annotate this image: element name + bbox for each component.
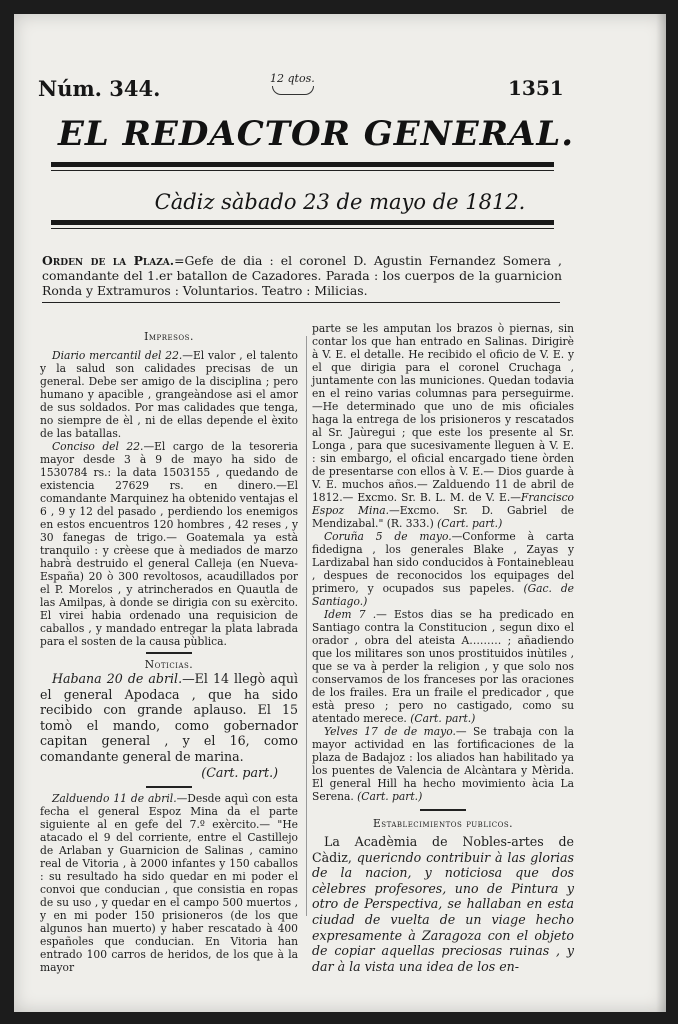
habana-text: —El 14 llegò aquì el general Apodaca , que ha sido recibido con grande aplauso. El 15 tomò el mando, como gobernador capitan general , y el 16, como comandante general de marina.: [40, 671, 298, 764]
mina-signature: Francisco Espoz Mina.: [312, 491, 574, 517]
masthead-rule-top: [51, 162, 554, 167]
impresos-paragraph-1: [40, 349, 298, 440]
price-note: 12 qtos.: [270, 72, 315, 85]
zalduendo-paragraph: [40, 792, 298, 974]
mina-report-continued: [312, 322, 574, 530]
habana-source: [40, 765, 298, 781]
dateline-rule-bottom-thin: [51, 228, 554, 229]
yelves-paragraph: [312, 725, 574, 803]
noticias-heading: Noticias.: [144, 658, 194, 671]
masthead-title: EL REDACTOR GENERAL.: [58, 114, 575, 154]
academia-paragraph: [312, 834, 574, 974]
mina-report-tail: —Excmo. Sr. D. Gabriel de Mendizabal." (R. 333.): [312, 504, 574, 530]
yelves-text: — Se trabaja con la mayor actividad en las fortificaciones de la plaza de Badajoz : los aliados han habilitado ya los puentes de Valencia de Alcàntara y Mèrida. El general Hill ha hecho movimiento àcia La Serena.: [312, 725, 574, 803]
idem-paragraph: [312, 608, 574, 725]
coruna-lead: Coruña 5 de mayo.: [324, 530, 452, 543]
impresos-paragraph-2: [40, 440, 298, 648]
impresos-p1-lead: Diario mercantil del 22.: [52, 349, 183, 362]
coruna-paragraph: [312, 530, 574, 608]
section-divider: [420, 809, 466, 811]
habana-source-text: (Cart. part.): [201, 764, 278, 780]
yelves-source: (Cart. part.): [357, 790, 423, 803]
coruna-text: —Conforme à carta fidedigna , los generales Blake , Zayas y Lardizabal han sido conducidos à Fontainebleau , despues de reconocidos los equipages del primero, y ocupados sus papeles.: [312, 530, 574, 595]
mina-source: (Cart. part.): [437, 517, 503, 530]
column-divider: [306, 336, 307, 916]
impresos-p2-lead: Concisο del 22.: [52, 440, 144, 453]
habana-lead: Habana 20 de abril.: [52, 671, 183, 686]
impresos-heading: Impresos.: [144, 330, 194, 343]
idem-lead: Idem 7 .: [324, 608, 377, 621]
academia-start: La Acadèmia de Nobles-artes de Càdiz,: [312, 834, 574, 865]
coruna-source: (Gac. de Santiago.): [312, 582, 574, 608]
masthead-rule-top-thin: [51, 170, 554, 171]
right-column: [312, 322, 574, 974]
impresos-p2-text: —El cargo de la tesoreria mayor desde 3 à 9 de mayo ha sido de 1530784 rs.: la data 1503155 , quedando de existencia 27629 rs. en dinero.—El comandante Marquinez ha obtenido ventajas el 6 , 9 y 12 del pasado , perdiendo los enemigos en estos encuentros 120 hombres , 42 reses , y 30 fanegas de trigo.— Goatemala ya està tranquilo : y crèese que à mediados de marzo habrà destruido el general Calleja (en Nueva-España) 20 ò 300 revoltosos, acaudillados por el P. Morelos , y atrincherados en Quautla de las Amilpas, à donde se dirigia con su exèrcito. El virei habia ordenado una requisicion de caballos , y mandado entregar la plata labrada para el sosten de la causa pùblica.: [40, 440, 298, 648]
mina-report-text: parte se les amputan los brazos ò piernas, sin contar los que han entrado en Salinas. Dirigirè à V. E. el detalle. He recibido el oficio de V. E. y el que dirigia para el coronel Cruchaga , juntamente con las municiones. Quedan todavia en el reino varias columnas para perseguirme.—He determinado que uno de mis oficiales haga la entrega de los prisioneros y rescatados al Sr. Jaùregui ; que este los presente al Sr. Longa , para que sucesivamente lleguen à V. E. : sin embargo, el oficial encargado tiene òrden de presentarse con ellos à V. E.— Dios guarde à V. E. muchos años.— Zalduendo 11 de abril de 1812.— Excmo. Sr. B. L. M. de V. E.—: [312, 322, 574, 504]
dateline: Càdiz sàbado 23 de mayo de 1812.: [154, 190, 526, 214]
plaza-label: Orden de la Plaza.: [42, 253, 175, 268]
impresos-p1-text: —El valor , el talento y la salud son calidades precisas de un general. Debe ser amigo de la disciplina ; pero humano y apacible , grangeàndose asi el amor de sus soldados. Por mas calidades que tenga, no siempre de èl , ni de ellas depende el èxito de las batallas.: [40, 349, 298, 440]
plaza-text: =Gefe de dia : el coronel D. Agustin Fernandez Somera , comandante del 1.er batallon de Cazadores. Parada : los cuerpos de la guarnicion Ronda y Extramuros : Voluntarios. Teatro : Milicias.: [42, 253, 562, 298]
newspaper-page: [14, 14, 666, 1012]
establecimientos-heading: Establecimientos publicos.: [372, 817, 514, 830]
section-separator: [42, 302, 560, 303]
section-divider: [146, 652, 192, 654]
zalduendo-lead: Zalduendo 11 de abril.: [52, 792, 177, 806]
idem-text: — Estos dias se ha predicado en Santiago contra la Constitucion , segun dixo el orador , obra del ateista A……… ; añadiendo que los militares son unos prostituidos inùtiles , que se va à perder la religion , y que solo nos conservamos de los franceses por las oraciones de los frailes. Era un fraile el predicador , que està preso ; pero no castigado, como su atentado merece.: [312, 608, 574, 725]
price-brace: [272, 86, 314, 95]
issue-number: Núm. 344.: [38, 76, 161, 101]
zalduendo-text: —Desde aquì con esta fecha el general Espoz Mina da el parte siguiente al en gefe del 7.º exèrcito.— "He atacado el 9 del corriente, entre el Castillejo de Arlaban y Guarnicion de Salinas , camino real de Vitoria , à 2000 infantes y 150 caballos : su resultado ha sido quedar en mi poder el convoi que conducian , que consistia en ropas de su uso , y quedar en el campo 500 muertos , y en mi poder 150 prisioneros (de los que algunos han muerto) y haber rescatado à 400 españoles que conducian. En Vitoria han entrado 100 carros de heridos, de los que à la mayor: [40, 792, 298, 975]
academia-italic: quericndo contribuir à las glorias de la nacion, y noticiosa que dos cèlebres profesores, uno de Pintura y otro de Perspectiva, se hallaban en esta ciudad de vuelta de un viage hecho expresamente à Zaragoza con el objeto de copiar aquellas preciosas ruinas , y dar à la vista una idea de los en-: [312, 849, 574, 974]
idem-source: (Cart. part.): [410, 712, 476, 725]
yelves-lead: Yelves 17 de de mayo.: [324, 725, 456, 738]
left-column: [40, 330, 298, 974]
habana-paragraph: [40, 671, 298, 765]
dateline-rule-bottom: [51, 220, 554, 225]
section-divider: [146, 786, 192, 788]
plaza-orders: [42, 254, 562, 298]
page-number: 1351: [508, 76, 564, 100]
